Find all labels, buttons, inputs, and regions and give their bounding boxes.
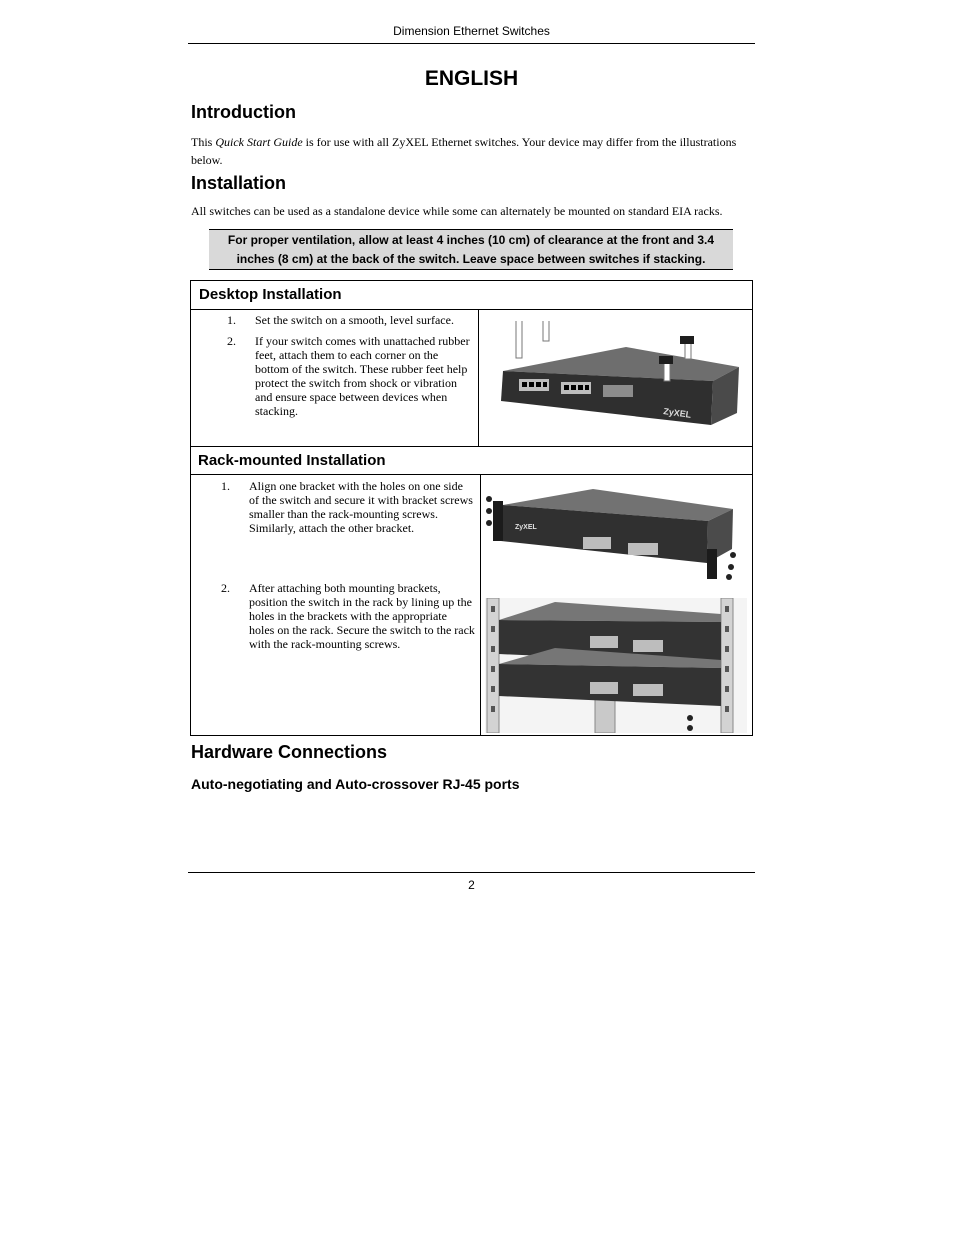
desktop-step	[191, 313, 475, 327]
desktop-steps	[191, 313, 475, 418]
step-number: 2.	[227, 334, 236, 348]
step-number: 1.	[221, 479, 230, 493]
quick-start-guide-italic: Quick Start Guide	[215, 135, 303, 149]
ventilation-note	[209, 229, 733, 270]
rack-mount-illustration	[485, 598, 747, 733]
rack-column-divider	[480, 475, 481, 735]
introduction-text	[191, 133, 751, 169]
rack-steps-2	[185, 581, 475, 651]
rack-step	[185, 479, 475, 535]
note-line-2: inches (8 cm) at the back of the switch. Leave space between switches if stacking.	[236, 252, 706, 266]
installation-heading: Installation	[191, 173, 287, 193]
step-text: If your switch comes with unattached rubber feet, attach them to each corner on the bottom of the switch. These rubber feet help protect the switch from shock or vibration and ensure space between devices when stacking.	[255, 334, 470, 418]
header-rule	[188, 43, 755, 44]
desktop-column-divider	[478, 310, 479, 446]
desktop-switch-illustration	[481, 321, 743, 441]
installation-text: All switches can be used as a standalone device while some can alternately be mounted on standard EIA racks.	[191, 204, 723, 218]
step-text: Align one bracket with the holes on one side of the switch and secure it with bracket screws smaller than the rack-mounting screws. Similarly, attach the other bracket.	[249, 479, 473, 535]
intro-text-start: This	[191, 135, 216, 149]
step-number: 1.	[227, 313, 236, 327]
note-line-1: For proper ventilation, allow at least 4 inches (10 cm) of clearance at the front and 3.4	[227, 233, 715, 247]
introduction-heading: Introduction	[191, 102, 296, 122]
step-text: After attaching both mounting brackets, position the switch in the rack by lining up the holes in the brackets with the appropriate holes on the rack. Secure the switch to the rack with the rack-mounting screws.	[249, 581, 475, 651]
footer-rule	[188, 872, 755, 873]
bracket-illustration-brand: ZyXEL	[515, 524, 537, 531]
desktop-illustration-brand: ZyXEL	[662, 406, 692, 420]
desktop-step	[191, 334, 475, 418]
page-number: 2	[468, 878, 475, 892]
rack-step	[185, 581, 475, 651]
rack-steps-1	[185, 479, 475, 535]
step-number: 2.	[221, 581, 230, 595]
running-header: Dimension Ethernet Switches	[393, 24, 550, 38]
installation-table	[190, 280, 753, 736]
page-title: ENGLISH	[424, 67, 519, 90]
bracket-attach-illustration	[483, 485, 745, 581]
step-text: Set the switch on a smooth, level surface.	[255, 313, 454, 327]
rj45-ports-subheading: Auto-negotiating and Auto-crossover RJ-45 ports	[191, 776, 520, 792]
intro-text-end: is for use with all ZyXEL Ethernet switches. Your device may differ from the illustrations below.	[191, 135, 737, 167]
desktop-installation-title: Desktop Installation	[191, 281, 752, 310]
rack-mounted-installation-title: Rack-mounted Installation	[191, 446, 752, 475]
hardware-connections-heading: Hardware Connections	[191, 742, 388, 762]
